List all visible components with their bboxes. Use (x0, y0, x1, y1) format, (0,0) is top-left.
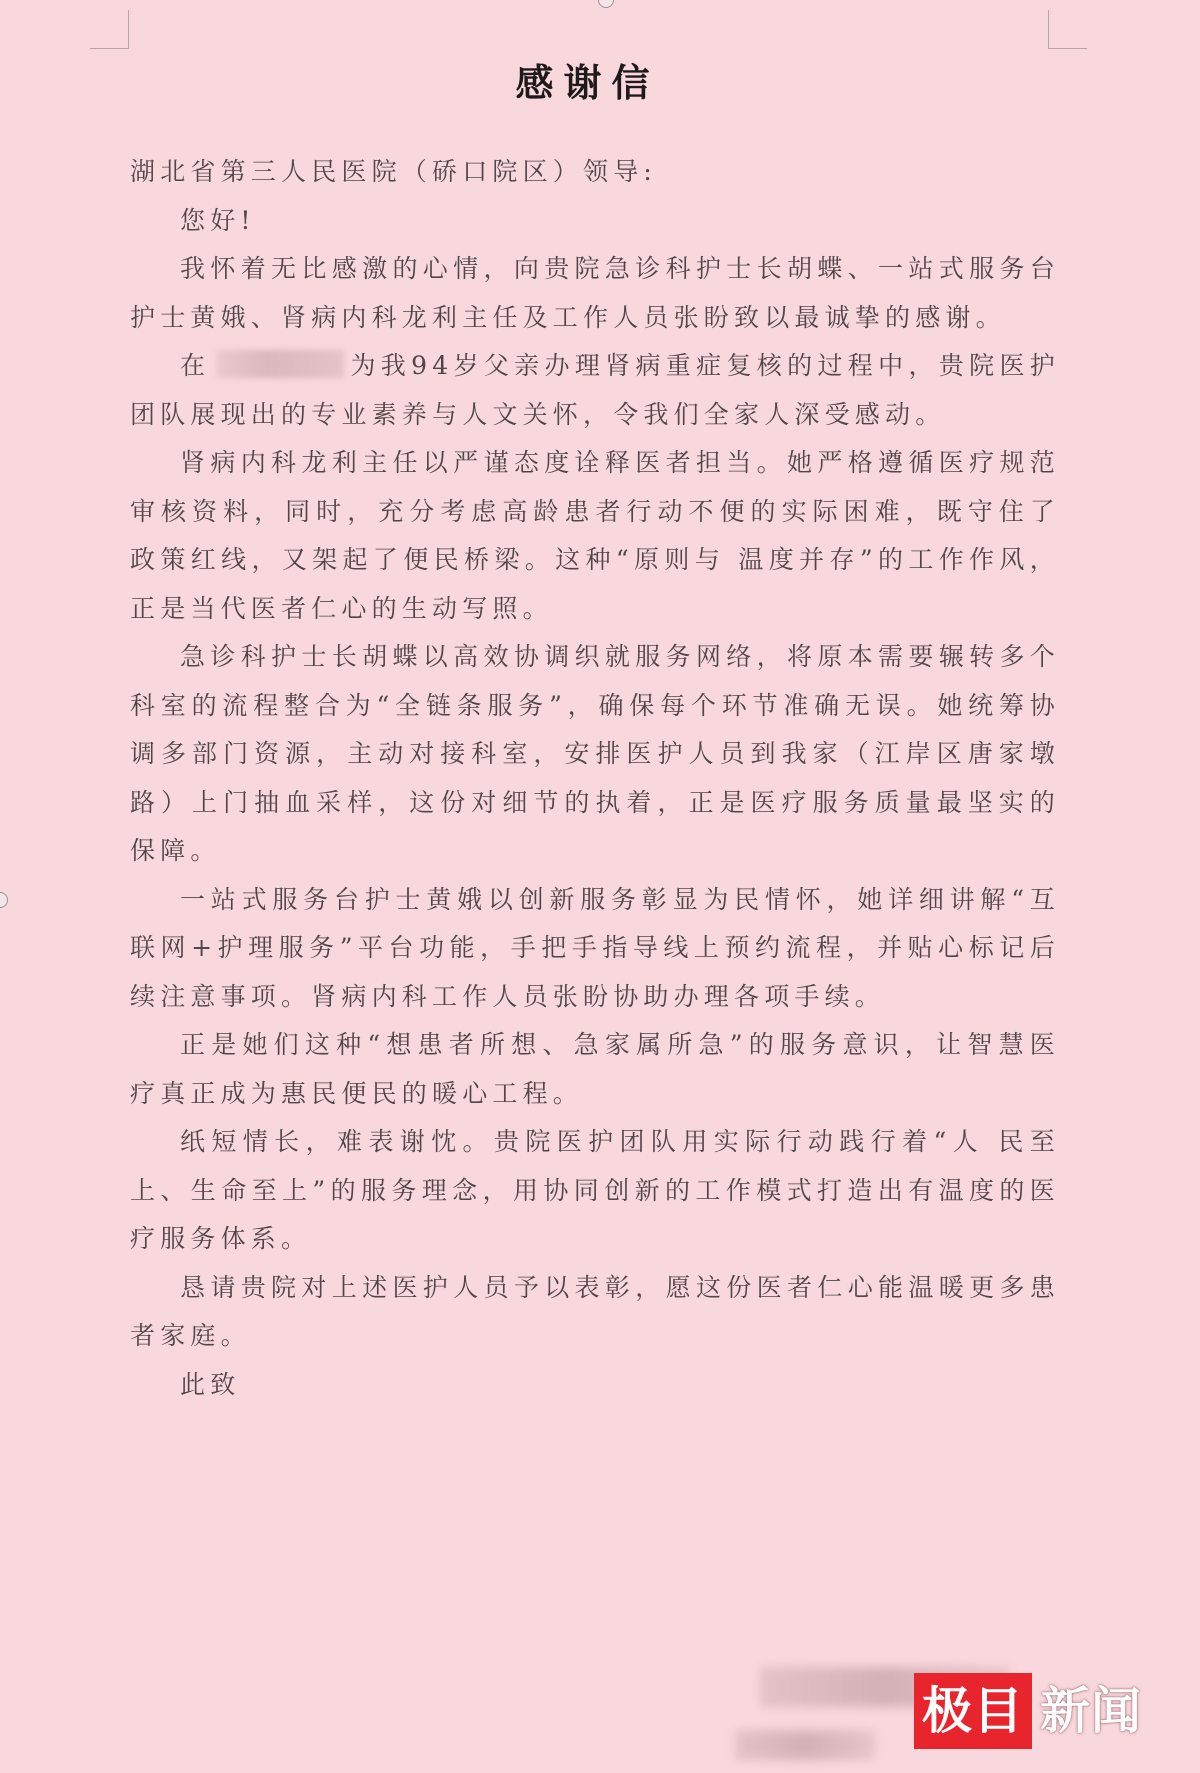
resize-handle-left[interactable] (0, 892, 8, 908)
date-prefix: 在 (180, 351, 211, 380)
paragraph-awareness: 正是她们这种“想患者所想、急家属所急”的服务意识，让智慧医疗真正成为惠民便民的暖心工程。 (130, 1030, 1060, 1108)
letter-closing: 此致 (180, 1369, 241, 1399)
letter-greeting: 您好! (180, 205, 256, 235)
paragraph-gratitude: 我怀着无比感激的心情，向贵院急诊科护士长胡蝶、一站式服务台护士黄娥、肾病内科龙利主任及工作人员张盼致以最诚挚的感谢。 (130, 254, 1060, 332)
paragraph-thanks: 纸短情长，难表谢忱。贵院医护团队用实际行动践行着“人 民至上、生命至上”的服务理念，用协同创新的工作模式打造出有温度的医疗服务体系。 (130, 1127, 1060, 1253)
letter-title: 感谢信 (515, 61, 660, 105)
paragraph-process (130, 342, 1060, 439)
paragraph-director: 肾病内科龙利主任以严谨态度诠释医者担当。她严格遵循医疗规范审核资料，同时，充分考虑高龄患者行动不便的实际困难，既守住了政策红线，又架起了便民桥梁。这种“原则与 温度并存”的工作作风，正是当代医者仁心的生动写照。 (130, 448, 1060, 623)
jimu-news-logo (914, 1672, 1142, 1750)
paragraph-request: 恳请贵院对上述医护人员予以表彰，愿这份医者仁心能温暖更多患者家庭。 (130, 1272, 1060, 1350)
redacted-date (216, 350, 344, 378)
letter-body (130, 148, 1060, 1409)
redacted-signature-date (735, 1730, 875, 1760)
letter-salutation: 湖北省第三人民医院（硚口院区）领导: (130, 157, 658, 186)
crop-mark-top-left (90, 10, 129, 49)
paragraph-head-nurse: 急诊科护士长胡蝶以高效协调织就服务网络，将原本需要辗转多个科室的流程整合为“全链条服务”，确保每个环节准确无误。她统筹协调多部门资源，主动对接科室，安排医护人员到我家（江岸区唐家墩路）上门抽血采样，这份对细节的执着，正是医疗服务质量最坚实的保障。 (130, 642, 1060, 865)
resize-handle-top[interactable] (598, 0, 614, 8)
logo-badge: 极目 (914, 1673, 1032, 1749)
logo-text: 新闻 (1040, 1682, 1142, 1740)
paragraph-service-desk: 一站式服务台护士黄娥以创新服务彰显为民情怀，她详细讲解“互联网+护理服务”平台功能，手把手指导线上预约流程，并贴心标记后续注意事项。肾病内科工作人员张盼协助办理各项手续。 (130, 884, 1060, 1011)
paragraph-process-text: 为我94岁父亲办理肾病重症复核的过程中，贵院医护团队展现出的专业素养与人文关怀，令我们全家人深受感动。 (130, 351, 1060, 429)
crop-mark-top-right (1048, 10, 1087, 49)
